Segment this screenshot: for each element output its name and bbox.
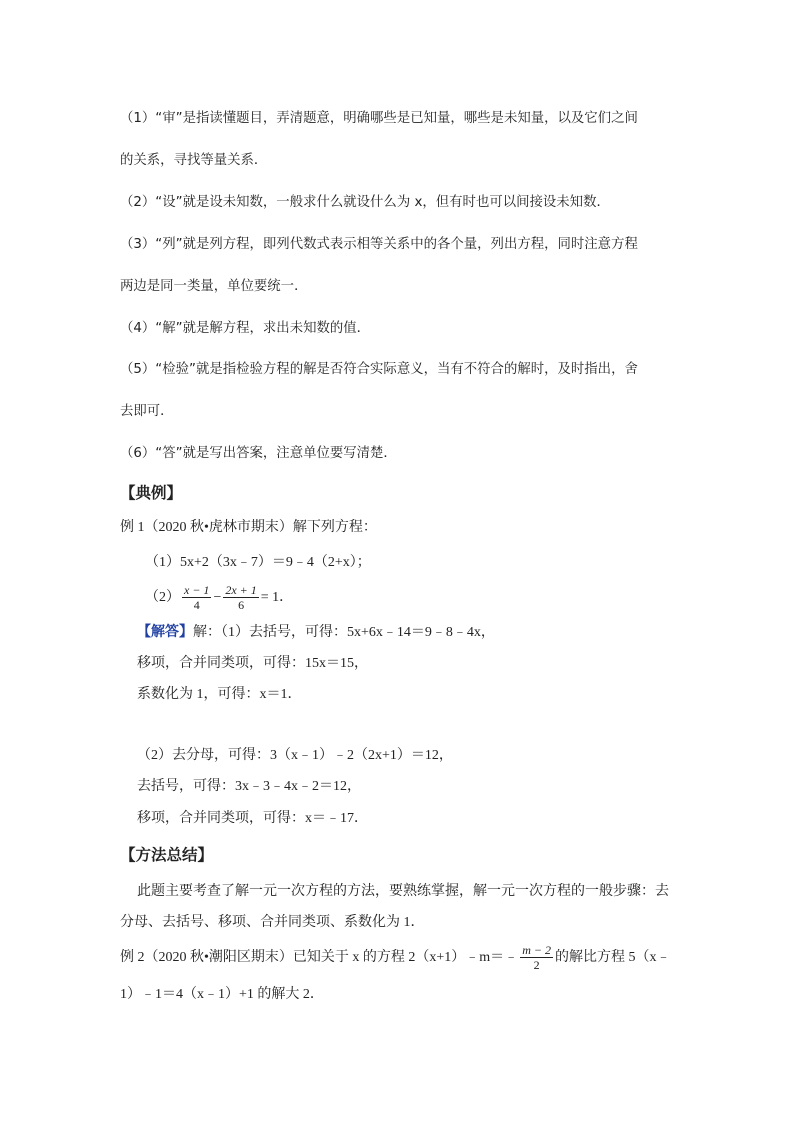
- fraction-x-minus-1-over-4: $\frac{x - 1}{4}$: [184, 583, 210, 613]
- fraction-m-minus-2-over-2: $\frac{m - 2}{2}$: [522, 943, 551, 973]
- step-3-line-1: （3）“列”就是列方程，即列代数式表示相等关系中的各个量，列出方程，同时注意方程: [120, 237, 638, 252]
- step-2-line-1: （2）“设”就是设未知数，一般求什么就设什么为 x，但有时也可以间接设未知数．: [120, 195, 610, 210]
- method-summary-line-1: 此题主要考查了解一元一次方程的方法，要熟练掌握，解一元一次方程的一般步骤：去: [137, 884, 669, 899]
- answer-line-2: 移项，合并同类项，可得：15x＝15，: [137, 656, 368, 671]
- step-1-line-1: （1）“审”是指读懂题目，弄清题意，明确哪些是已知量，哪些是未知量，以及它们之间: [120, 111, 638, 126]
- step-4-line-1: （4）“解”就是解方程，求出未知数的值．: [120, 321, 371, 336]
- step-3-line-2: 两边是同一类量，单位要统一．: [120, 279, 308, 294]
- example-1-intro: 例 1（2020 秋•虎林市期末）解下列方程：: [120, 520, 377, 535]
- example-2-part-1: 例 2（2020 秋•潮阳区期末）已知关于 x 的方程 2（x+1）﹣m＝﹣: [120, 950, 519, 965]
- equation-2-prefix: （2）: [145, 590, 180, 605]
- equation-2-minus: −: [213, 590, 222, 605]
- answer-tag: 【解答】: [137, 625, 193, 640]
- answer-line-5: 去括号，可得：3x﹣3﹣4x﹣2＝12，: [137, 779, 361, 794]
- example-1-equation-1: （1）5x+2（3x﹣7）＝9﹣4（2+x）；: [145, 555, 371, 570]
- answer-line-1-text: 解：（1）去括号，可得：5x+6x﹣14＝9﹣8﹣4x，: [193, 625, 495, 640]
- method-summary-heading: 【方法总结】: [120, 846, 214, 864]
- step-5-line-2: 去即可．: [120, 404, 174, 419]
- example-2-line-1: [120, 942, 670, 974]
- example-2-part-2: 的解比方程 5（x﹣: [554, 950, 671, 965]
- equation-2-tail: = 1．: [260, 590, 294, 605]
- step-1-line-2: 的关系，寻找等量关系．: [120, 153, 268, 168]
- fraction-2x-plus-1-over-6: $\frac{2x + 1}{6}$: [225, 583, 257, 613]
- answer-line-4: （2）去分母，可得：3（x﹣1）﹣2（2x+1）＝12，: [137, 748, 453, 763]
- answer-line-6: 移项，合并同类项，可得：x＝﹣17．: [137, 811, 368, 826]
- example-2-line-2: 1）﹣1＝4（x﹣1）+1 的解大 2．: [120, 987, 324, 1002]
- example-1-equation-2: [145, 582, 293, 614]
- step-5-line-1: （5）“检验”就是指检验方程的解是否符合实际意义，当有不符合的解时，及时指出，舍: [120, 362, 638, 377]
- answer-line-1: [137, 624, 495, 642]
- answer-line-3: 系数化为 1，可得：x＝1．: [137, 687, 302, 702]
- method-summary-line-2: 分母、去括号、移项、合并同类项、系数化为 1．: [120, 915, 425, 930]
- step-6-line-1: （6）“答”就是写出答案，注意单位要写清楚．: [120, 446, 397, 461]
- typical-example-heading: 【典例】: [120, 484, 183, 502]
